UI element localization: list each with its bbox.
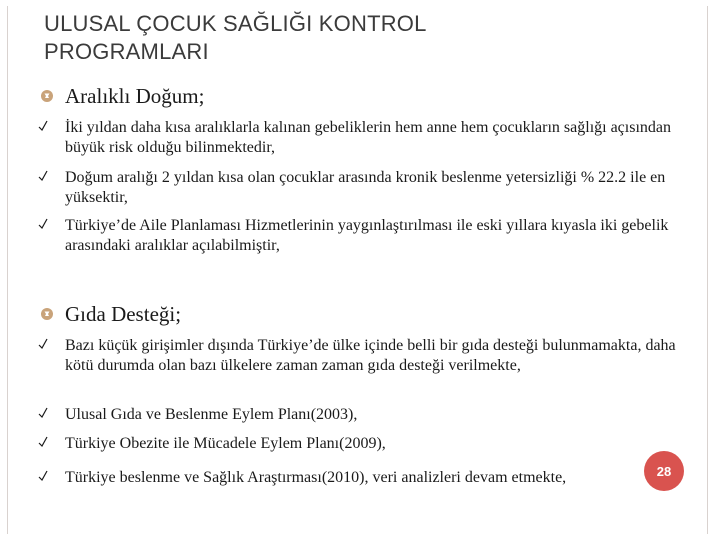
- section-heading-label: Gıda Desteği;: [65, 302, 182, 326]
- list-item-text: Türkiye beslenme ve Sağlık Araştırması(2010), veri analizleri devam etmekte,: [65, 469, 567, 486]
- list-item-text: İki yıldan daha kısa aralıklarla kalınan gebeliklerin hem anne hem çocukların sağlığı açısından büyük risk olduğu bilinmektedir,: [65, 119, 671, 156]
- slide-title-line-1: ULUSAL ÇOCUK SAĞLIĞI KONTROL: [44, 11, 427, 36]
- pin-bullet-icon: [40, 307, 54, 321]
- pin-bullet-icon: [40, 89, 54, 103]
- list-item-text: Türkiye Obezite ile Mücadele Eylem Planı(2009),: [65, 435, 386, 452]
- section-heading-label: Aralıklı Doğum;: [65, 84, 205, 108]
- page-number-badge: 28: [644, 451, 684, 491]
- list-item-text: Türkiye’de Aile Planlaması Hizmetlerinin yaygınlaştırılması ile eski yıllara kıyasla iki gebelik arasındaki aralıklar açılabilmiştir,: [65, 217, 669, 254]
- slide-title: [44, 10, 644, 66]
- checkmark-bullet-icon: [38, 338, 48, 350]
- list-item-text: Bazı küçük girişimler dışında Türkiye’de ülke içinde belli bir gıda desteği bulunmamakta, daha kötü durumda olan bazı ülkelere zaman zaman gıda desteği verilmekte,: [65, 337, 676, 374]
- checkmark-bullet-icon: [38, 170, 48, 182]
- slide-title-line-2: PROGRAMLARI: [44, 39, 209, 64]
- checkmark-bullet-icon: [38, 436, 48, 448]
- checkmark-bullet-icon: [38, 407, 48, 419]
- list-item-text: Ulusal Gıda ve Beslenme Eylem Planı(2003),: [65, 406, 358, 423]
- list-item-text: Doğum aralığı 2 yıldan kısa olan çocuklar arasında kronik beslenme yetersizliği % 22.2 ile en yüksektir,: [65, 169, 666, 206]
- checkmark-bullet-icon: [38, 470, 48, 482]
- checkmark-bullet-icon: [38, 120, 48, 132]
- checkmark-bullet-icon: [38, 218, 48, 230]
